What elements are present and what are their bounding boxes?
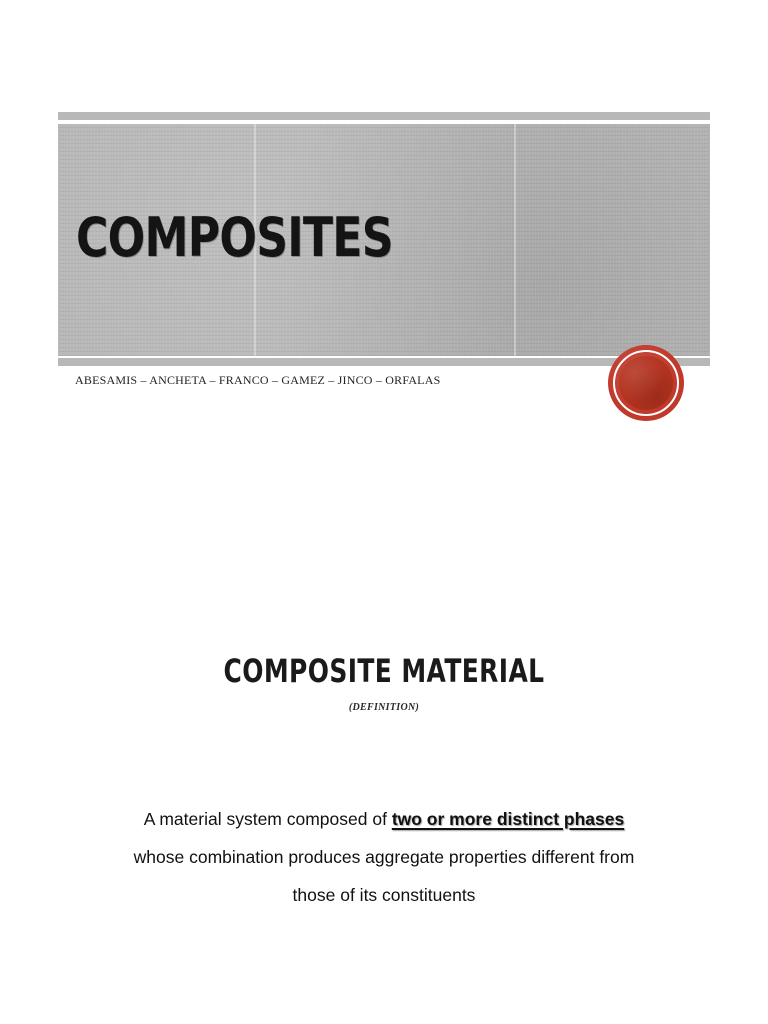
slide-heading: COMPOSITE MATERIAL	[223, 652, 545, 690]
definition-part-3: those of its constituents	[292, 885, 476, 905]
definition-text	[40, 800, 728, 914]
definition-slide	[0, 512, 768, 1024]
red-circle-seal-icon	[608, 345, 684, 421]
definition-part-2: whose combination produces aggregate properties different from	[133, 847, 635, 867]
seal-ring	[613, 350, 679, 416]
authors-line: ABESAMIS – ANCHETA – FRANCO – GAMEZ – JINCO – ORFALAS	[75, 373, 441, 387]
texture-seam	[514, 124, 516, 356]
slide-subheading: (DEFINITION)	[348, 702, 420, 713]
title-band	[58, 124, 710, 356]
definition-part-1: A material system composed of	[143, 809, 392, 829]
title-band-top-strip	[58, 112, 710, 120]
page-title: COMPOSITES	[76, 206, 393, 269]
definition-highlight: two or more distinct phases	[391, 809, 625, 829]
